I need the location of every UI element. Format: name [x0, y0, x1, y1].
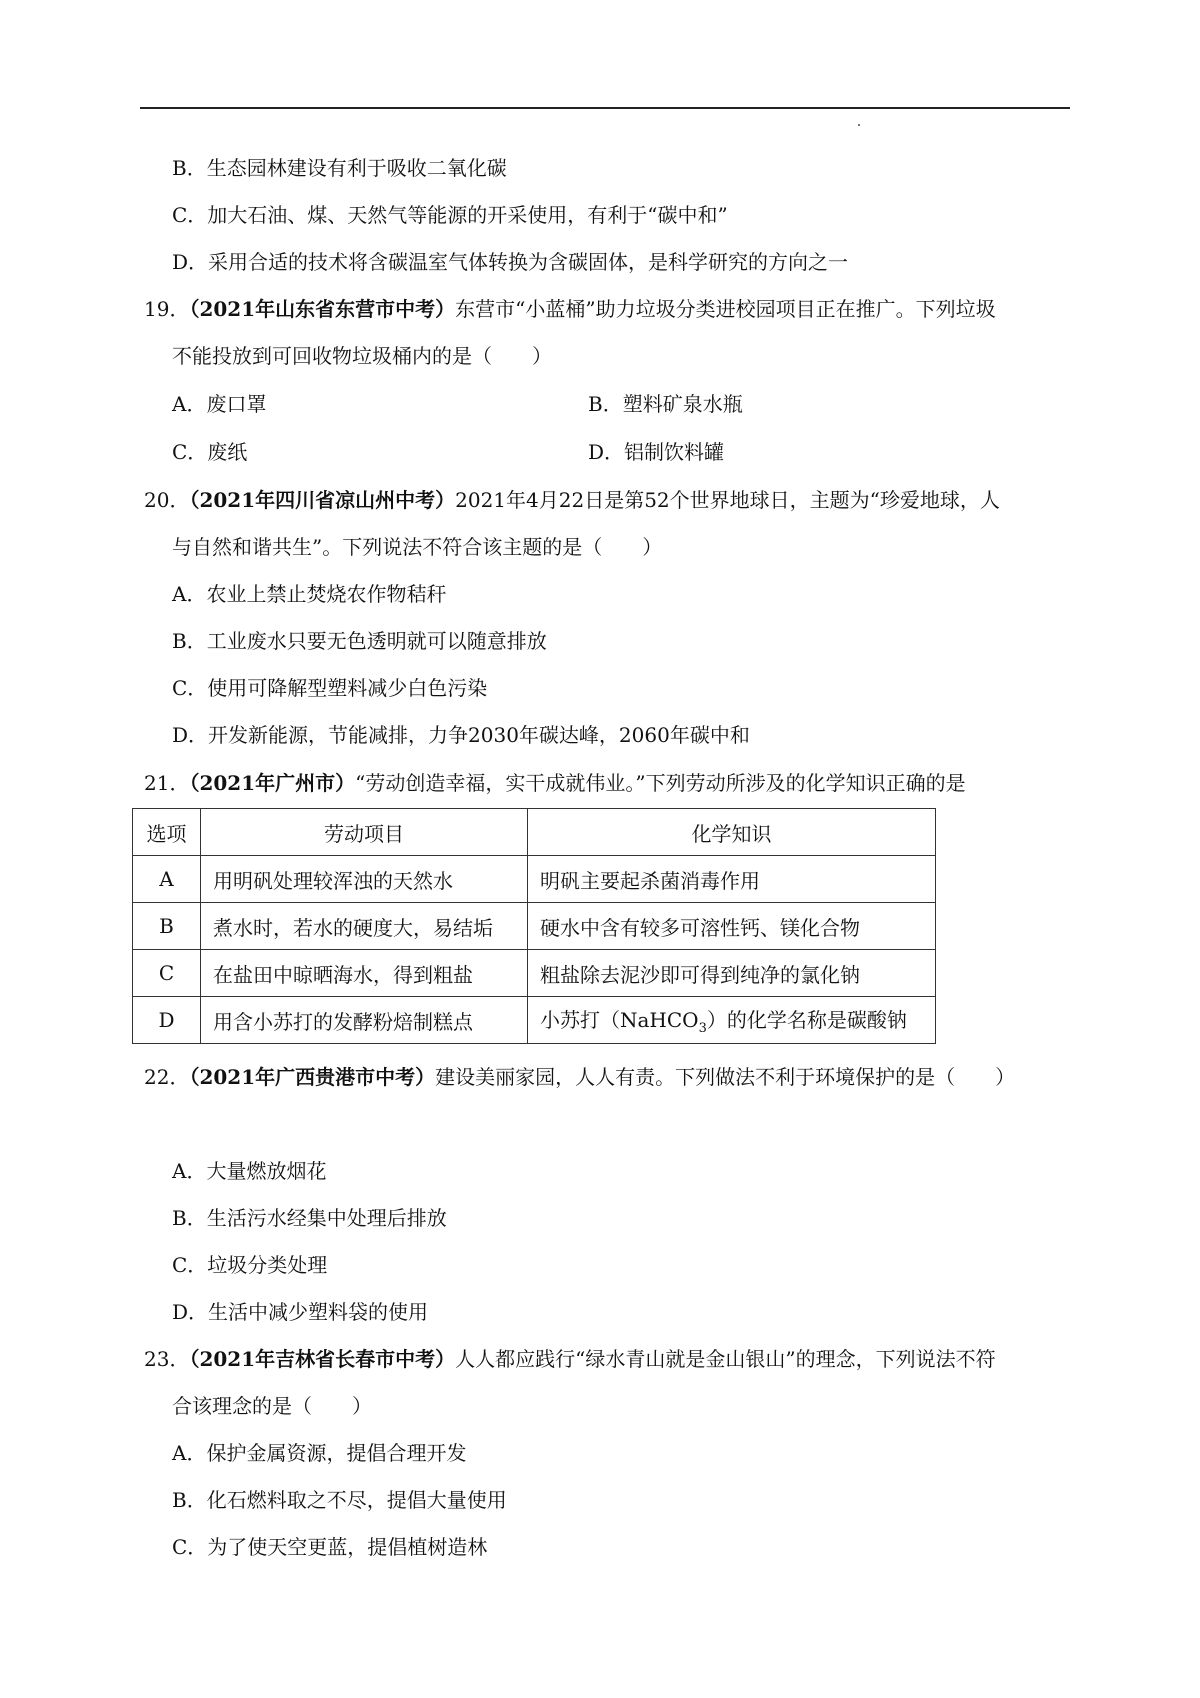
q19-option-a: A．废口罩	[172, 392, 267, 416]
q19-option-c: C．废纸	[172, 440, 248, 464]
q19-number: 19．	[144, 297, 190, 321]
q20-option-a: A．农业上禁止焚烧农作物秸秆	[172, 582, 447, 606]
q23-option-b: B．化石燃料取之不尽，提倡大量使用	[172, 1488, 507, 1512]
q20-source: （2021年四川省凉山州中考）	[189, 488, 456, 512]
q23-stem-line-1	[144, 1345, 996, 1373]
q22-option-c: C．垃圾分类处理	[172, 1253, 328, 1277]
q22-option-d: D．生活中减少塑料袋的使用	[172, 1300, 429, 1324]
q23-source: （2021年吉林省长春市中考）	[189, 1347, 456, 1371]
q20-option-d: D．开发新能源，节能减排，力争2030年碳达峰，2060年碳中和	[172, 723, 750, 747]
header-knowledge: 化学知识	[528, 809, 936, 856]
table-row	[133, 856, 936, 903]
q22-stem-text: 建设美丽家园，人人有责。下列做法不利于环境保护的是（ ）	[435, 1065, 1016, 1089]
q22-source: （2021年广西贵港市中考）	[189, 1065, 436, 1089]
row-knowledge: 粗盐除去泥沙即可得到纯净的氯化钠	[528, 950, 936, 997]
row-project: 用明矾处理较浑浊的天然水	[201, 856, 528, 903]
q21-number: 21．	[144, 771, 190, 795]
q23-stem-2: 合该理念的是（ ）	[172, 1394, 372, 1418]
knowledge-post: ）的化学名称是碳酸钠	[706, 1008, 907, 1032]
row-option: A	[133, 856, 201, 903]
row-knowledge	[528, 997, 936, 1044]
table-row	[133, 997, 936, 1044]
row-project: 煮水时，若水的硬度大，易结垢	[201, 903, 528, 950]
knowledge-pre: 小苏打（NaHCO	[540, 1008, 699, 1032]
q23-number: 23．	[144, 1347, 190, 1371]
q23-option-a: A．保护金属资源，提倡合理开发	[172, 1441, 467, 1465]
q20-option-c: C．使用可降解型塑料减少白色污染	[172, 676, 488, 700]
q18-option-d: D．采用合适的技术将含碳温室气体转换为含碳固体，是科学研究的方向之一	[172, 250, 849, 274]
q21-stem-text: “劳动创造幸福，实干成就伟业。”下列劳动所涉及的化学知识正确的是	[355, 771, 966, 795]
q19-stem-line-1	[144, 295, 996, 323]
row-project: 用含小苏打的发酵粉焙制糕点	[201, 997, 528, 1044]
q23-stem-1: 人人都应践行“绿水青山就是金山银山”的理念，下列说法不符	[455, 1347, 996, 1371]
table-header-row	[133, 809, 936, 856]
q21-source: （2021年广州市）	[189, 771, 356, 795]
row-knowledge: 硬水中含有较多可溶性钙、镁化合物	[528, 903, 936, 950]
q20-number: 20．	[144, 488, 190, 512]
row-knowledge: 明矾主要起杀菌消毒作用	[528, 856, 936, 903]
q19-stem-2: 不能投放到可回收物垃圾桶内的是（ ）	[172, 344, 552, 368]
header-dot	[858, 124, 860, 126]
q18-option-c: C．加大石油、煤、天然气等能源的开采使用，有利于“碳中和”	[172, 203, 728, 227]
subscript-3: 3	[698, 1021, 707, 1036]
header-project: 劳动项目	[201, 809, 528, 856]
q22-option-b: B．生活污水经集中处理后排放	[172, 1206, 447, 1230]
q22-option-a: A．大量燃放烟花	[172, 1159, 327, 1183]
q22-number: 22．	[144, 1065, 190, 1089]
row-option: B	[133, 903, 201, 950]
header-option: 选项	[133, 809, 201, 856]
q21-table	[132, 808, 936, 1044]
q20-stem-1: 2021年4月22日是第52个世界地球日，主题为“珍爱地球，人	[455, 488, 1000, 512]
q23-option-c: C．为了使天空更蓝，提倡植树造林	[172, 1535, 488, 1559]
row-project: 在盐田中晾晒海水，得到粗盐	[201, 950, 528, 997]
row-option: C	[133, 950, 201, 997]
q20-option-b: B．工业废水只要无色透明就可以随意排放	[172, 629, 547, 653]
header-rule	[140, 107, 1070, 109]
row-option: D	[133, 997, 201, 1044]
q19-option-d: D．铝制饮料罐	[588, 440, 725, 464]
q19-option-b: B．塑料矿泉水瓶	[588, 392, 743, 416]
q20-stem-line-1	[144, 486, 1000, 514]
q22-stem	[144, 1063, 1015, 1091]
q19-stem-1: 东营市“小蓝桶”助力垃圾分类进校园项目正在推广。下列垃圾	[455, 297, 996, 321]
table-row	[133, 950, 936, 997]
q21-stem	[144, 769, 966, 797]
q20-stem-2: 与自然和谐共生”。下列说法不符合该主题的是（ ）	[172, 535, 663, 559]
table-row	[133, 903, 936, 950]
q18-option-b: B．生态园林建设有利于吸收二氧化碳	[172, 156, 507, 180]
q19-source: （2021年山东省东营市中考）	[189, 297, 456, 321]
